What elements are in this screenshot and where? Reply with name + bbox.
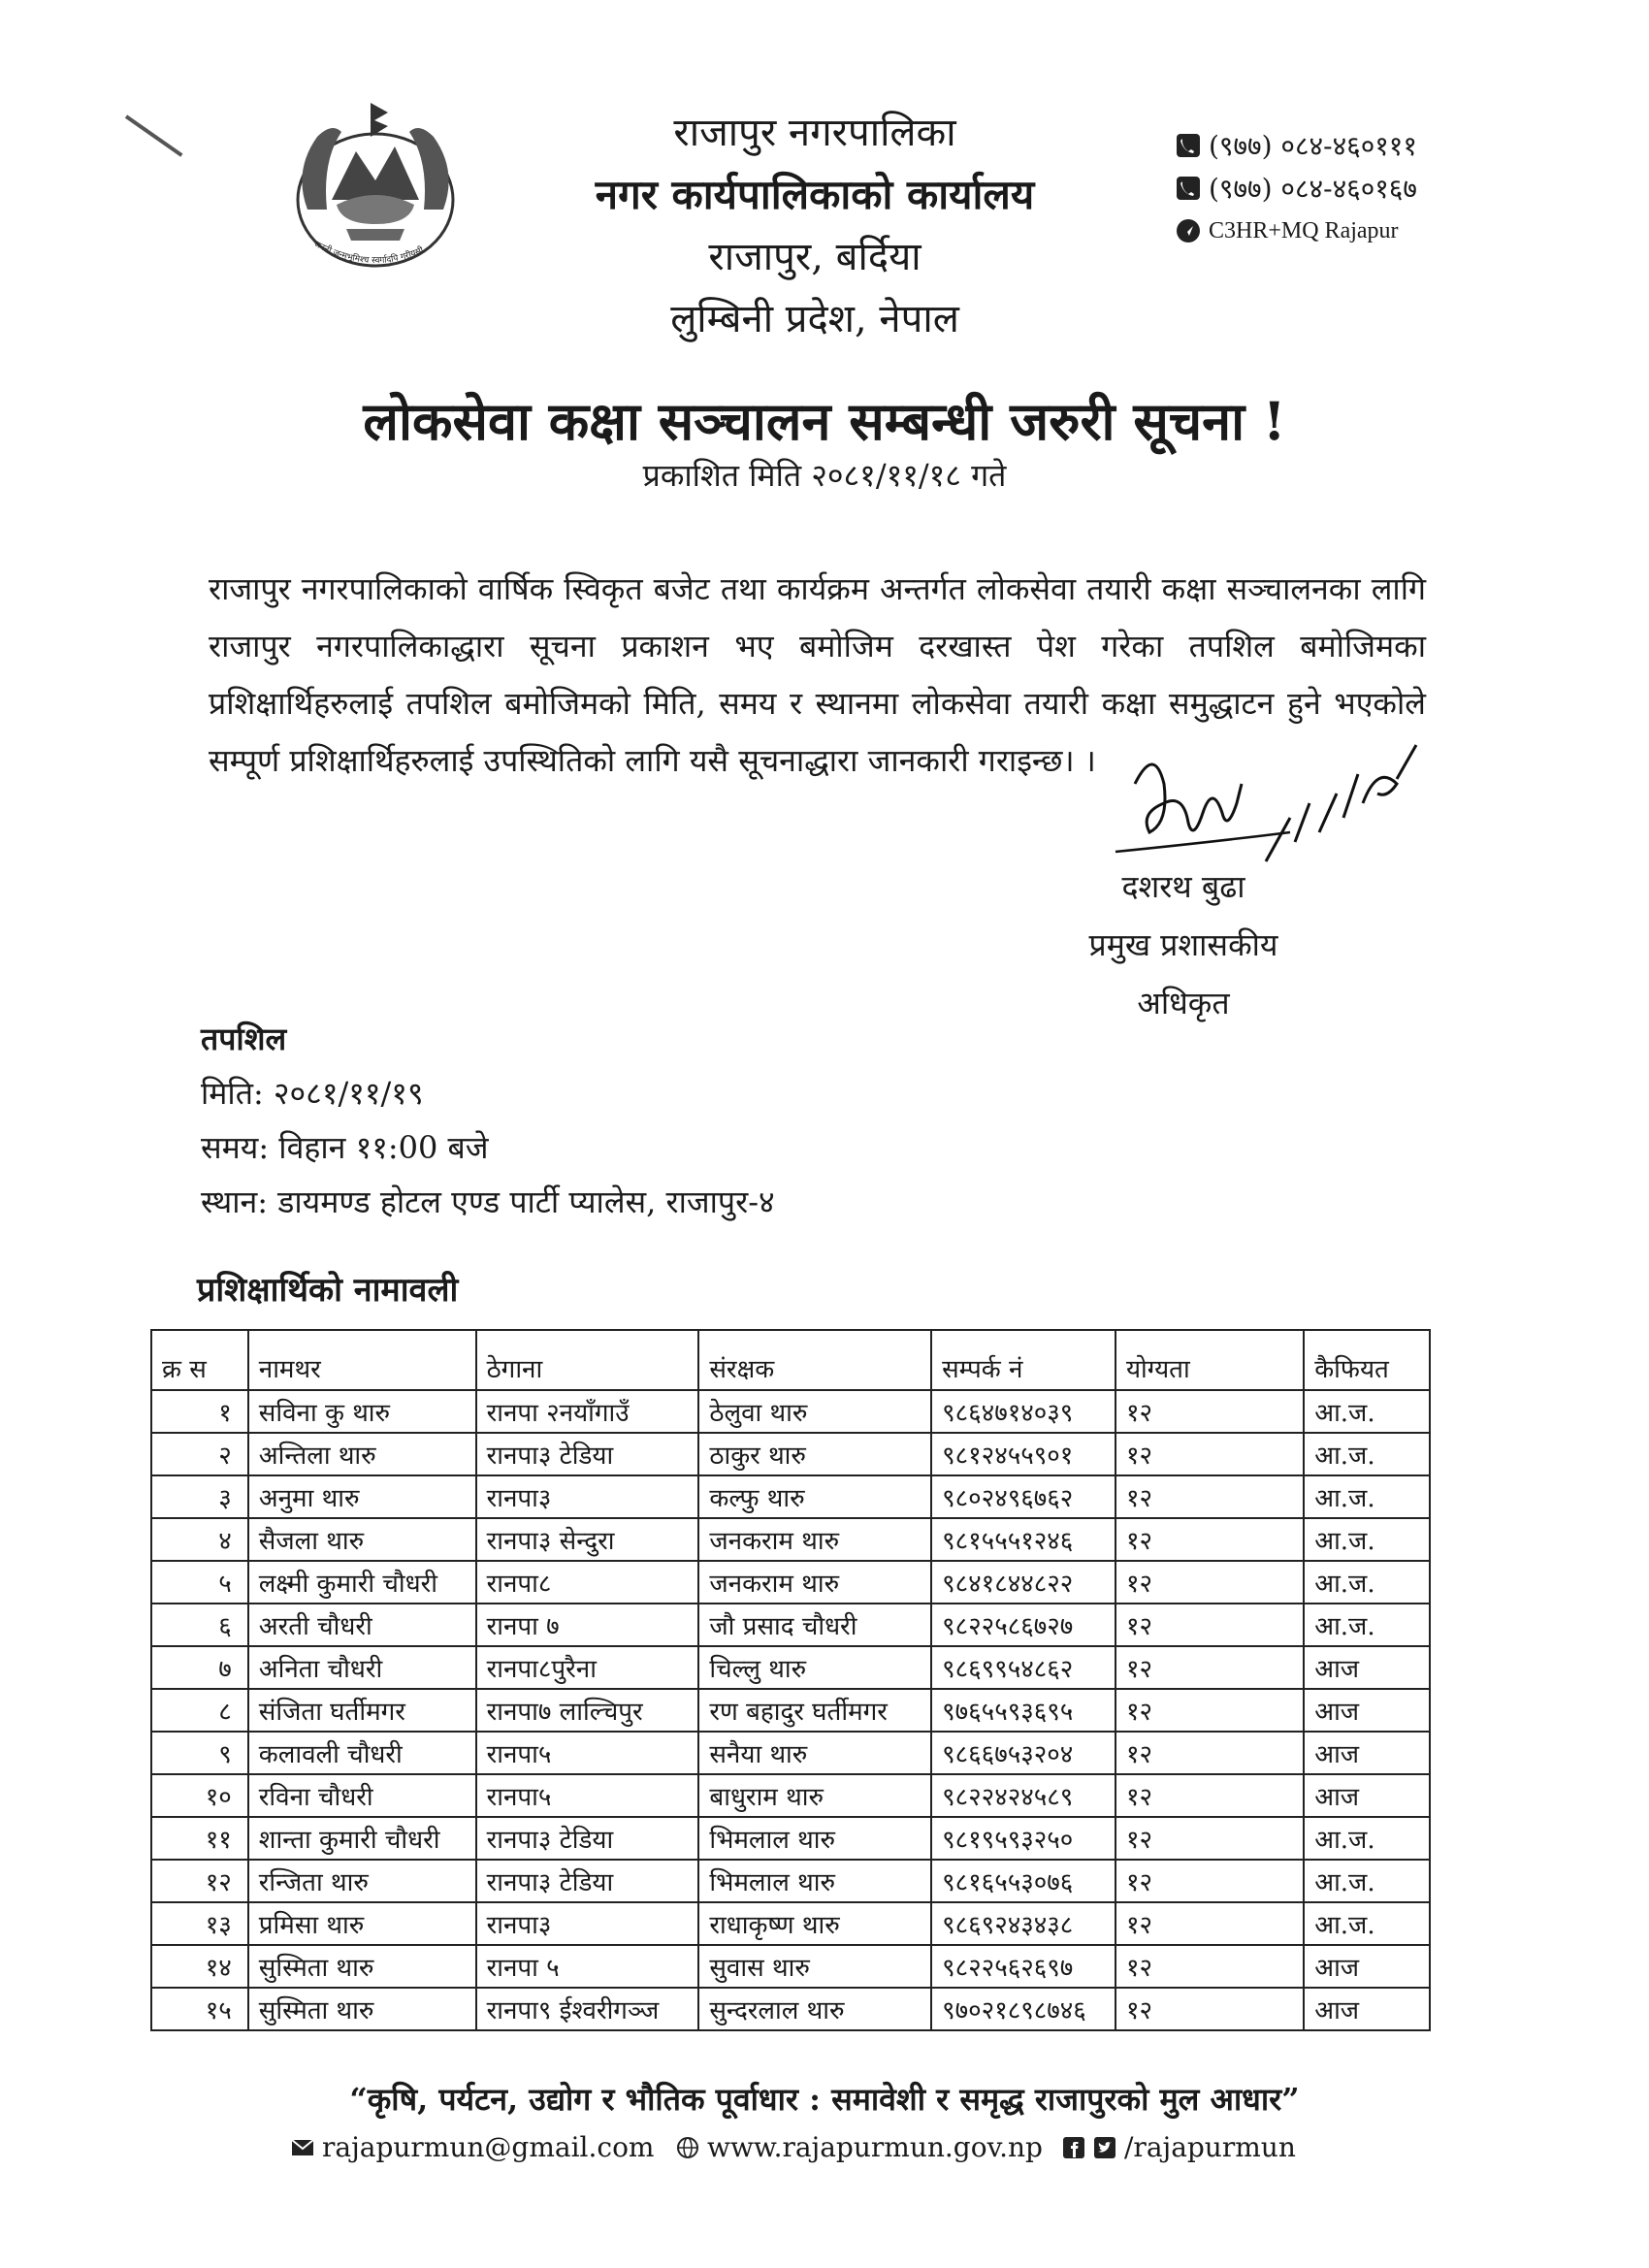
column-header: योग्यता [1116,1330,1304,1390]
remarks-cell: आज [1304,1945,1430,1988]
office-location: राजापुर, बर्दिया [708,235,922,279]
remarks-cell: आज [1304,1988,1430,2030]
guardian-cell: चिल्लु थारु [698,1646,931,1689]
serial-cell: ११ [151,1817,248,1860]
name-cell: प्रमिसा थारु [248,1902,476,1945]
address-cell: रानपा५ [476,1774,699,1817]
facebook-icon [1062,2136,1085,2159]
column-header: ठेगाना [476,1330,699,1390]
address-cell: रानपा३ [476,1475,699,1518]
guardian-cell: सनैया थारु [698,1732,931,1774]
table-row [151,1689,1430,1732]
email-address: rajapurmun@gmail.com [322,2131,655,2163]
roster-body [151,1390,1430,2030]
name-cell: सुस्मिता थारु [248,1988,476,2030]
address-cell: रानपा५ [476,1732,699,1774]
qualification-cell: १२ [1116,1390,1304,1433]
name-cell: अनिता चौधरी [248,1646,476,1689]
contact-cell: ९८६४७१४०३९ [931,1390,1116,1433]
qualification-cell: १२ [1116,1604,1304,1646]
table-header-row [151,1330,1430,1390]
serial-cell: ३ [151,1475,248,1518]
remarks-cell: आ.ज. [1304,1390,1430,1433]
name-cell: रन्जिता थारु [248,1860,476,1902]
contact-cell: ९८६९२४३४३८ [931,1902,1116,1945]
globe-icon [676,2136,699,2159]
table-row [151,1732,1430,1774]
signer-title: प्रमुख प्रशासकीय अधिकृत [1088,926,1278,1021]
contact-block [1176,124,1486,252]
qualification-cell: १२ [1116,1689,1304,1732]
remarks-cell: आ.ज. [1304,1475,1430,1518]
address-cell: रानपा३ सेन्दुरा [476,1518,699,1561]
name-cell: कलावली चौधरी [248,1732,476,1774]
contact-cell: ९८१६५५३०७६ [931,1860,1116,1902]
table-row [151,1902,1430,1945]
guardian-cell: भिमलाल थारु [698,1860,931,1902]
phone-row-1 [1176,124,1486,167]
qualification-cell: १२ [1116,1774,1304,1817]
guardian-cell: ठाकुर थारु [698,1433,931,1475]
table-row [151,1646,1430,1689]
address-cell: रानपा २नयाँगाउँ [476,1390,699,1433]
contact-cell: ९८२२५८६७२७ [931,1604,1116,1646]
guardian-cell: ठेलुवा थारु [698,1390,931,1433]
column-header: कैफियत [1304,1330,1430,1390]
details-time: समय: विहान ११:00 बजे [201,1129,489,1166]
twitter-icon [1093,2136,1116,2159]
serial-cell: १२ [151,1860,248,1902]
table-row [151,1945,1430,1988]
roster-table [150,1329,1431,2031]
name-cell: सविना कु थारु [248,1390,476,1433]
remarks-cell: आ.ज. [1304,1604,1430,1646]
serial-cell: १ [151,1390,248,1433]
address-cell: रानपा३ टेडिया [476,1860,699,1902]
province-name: लुम्बिनी प्रदेश, नेपाल [670,297,959,341]
qualification-cell: १२ [1116,1475,1304,1518]
emblem-logo [264,93,487,287]
column-header: क्र स [151,1330,248,1390]
qualification-cell: १२ [1116,1561,1304,1604]
contact-cell: ९८१९५९३२५० [931,1817,1116,1860]
name-cell: लक्ष्मी कुमारी चौधरी [248,1561,476,1604]
guardian-cell: जौ प्रसाद चौधरी [698,1604,931,1646]
contact-cell: ९८१५५५१२४६ [931,1518,1116,1561]
contact-cell: ९८२२४२४५८९ [931,1774,1116,1817]
location-row [1176,210,1486,252]
qualification-cell: १२ [1116,1945,1304,1988]
plus-code: C3HR+MQ Rajapur [1209,217,1399,243]
location-icon [1176,218,1201,243]
contact-cell: ९८१२४५५९०१ [931,1433,1116,1475]
remarks-cell: आ.ज. [1304,1561,1430,1604]
column-header: नामथर [248,1330,476,1390]
guardian-cell: सुवास थारु [698,1945,931,1988]
contact-cell: ९८२२५६२६९७ [931,1945,1116,1988]
phone-icon [1176,176,1201,201]
qualification-cell: १२ [1116,1732,1304,1774]
qualification-cell: १२ [1116,1646,1304,1689]
name-cell: अन्तिला थारु [248,1433,476,1475]
address-cell: रानपा८ [476,1561,699,1604]
published-date: प्रकाशित मिति २०८१/११/१८ गते [642,457,1007,494]
address-cell: रानपा ५ [476,1945,699,1988]
guardian-cell: कल्फु थारु [698,1475,931,1518]
table-row [151,1561,1430,1604]
notice-body: राजापुर नगरपालिकाको वार्षिक स्विकृत बजेट तथा कार्यक्रम अन्तर्गत लोकसेवा तयारी कक्षा सञ्चालनका लागि राजापुर नगरपालिकाद्धारा सूचना प्रकाशन भए बमोजिम दरखास्त पेश गरेका तपशिल बमोजिमका प्रशिक्षार्थिहरुलाई तपशिल बमोजिमको मिति, समय र स्थानमा लोकसेवा तयारी कक्षा समुद्धाटन हुने भएकोले सम्पूर्ण प्रशिक्षार्थिहरुलाई उपस्थितिको लागि यसै सूचनाद्धारा जानकारी गराइन्छ। । [209,570,1426,779]
contact-cell: ९७०२१८९८७४६ [931,1988,1116,2030]
name-cell: अनुमा थारु [248,1475,476,1518]
table-row [151,1604,1430,1646]
address-cell: रानपा८पुरैना [476,1646,699,1689]
contact-cell: ९८६९९५४८६२ [931,1646,1116,1689]
remarks-cell: आ.ज. [1304,1902,1430,1945]
office-name: नगर कार्यपालिकाको कार्यालय [595,171,1035,218]
phone-row-2 [1176,167,1486,210]
email-icon [291,2136,314,2159]
notice-title: लोकसेवा कक्षा सञ्चालन सम्बन्धी जरुरी सूचना ! [363,390,1286,452]
table-row [151,1817,1430,1860]
name-cell: अरती चौधरी [248,1604,476,1646]
footer-social[interactable] [1062,2131,1296,2163]
social-handle: /rajapurmun [1124,2131,1296,2163]
contact-cell: ९८६६७५३२०४ [931,1732,1116,1774]
qualification-cell: १२ [1116,1817,1304,1860]
remarks-cell: आ.ज. [1304,1817,1430,1860]
remarks-cell: आ.ज. [1304,1860,1430,1902]
serial-cell: १० [151,1774,248,1817]
footer-website[interactable] [676,2131,1043,2163]
qualification-cell: १२ [1116,1433,1304,1475]
table-row [151,1774,1430,1817]
serial-cell: ५ [151,1561,248,1604]
municipality-name: राजापुर नगरपालिका [673,111,956,155]
signer-block [1038,858,1329,1032]
guardian-cell: जनकराम थारु [698,1518,931,1561]
address-cell: रानपा७ लाल्चिपुर [476,1689,699,1732]
table-row [151,1433,1430,1475]
remarks-cell: आज [1304,1732,1430,1774]
roster-title: प्रशिक्षार्थिको नामावली [197,1271,459,1310]
serial-cell: २ [151,1433,248,1475]
name-cell: सैजला थारु [248,1518,476,1561]
column-header: सम्पर्क नं [931,1330,1116,1390]
address-cell: रानपा३ [476,1902,699,1945]
remarks-cell: आ.ज. [1304,1518,1430,1561]
remarks-cell: आ.ज. [1304,1433,1430,1475]
phone-number-2: (९७७) ०८४-४६०१६७ [1209,173,1417,205]
qualification-cell: १२ [1116,1518,1304,1561]
guardian-cell: रण बहादुर घर्तीमगर [698,1689,931,1732]
svg-text:जननी जन्मभूमिश्च स्वर्गादपि गर [312,240,426,266]
qualification-cell: १२ [1116,1902,1304,1945]
qualification-cell: १२ [1116,1860,1304,1902]
serial-cell: १४ [151,1945,248,1988]
table-row [151,1518,1430,1561]
footer-slogan: “कृषि, पर्यटन, उद्योग र भौतिक पूर्वाधार : समावेशी र समृद्ध राजापुरको मुल आधार” [349,2081,1300,2118]
phone-number-1: (९७७) ०८४-४६०१११ [1209,130,1417,162]
details-venue: स्थान: डायमण्ड होटल एण्ड पार्टी प्यालेस, राजापुर-४ [201,1183,775,1220]
website-url: www.rajapurmun.gov.np [707,2131,1043,2163]
address-cell: रानपा३ टेडिया [476,1433,699,1475]
guardian-cell: जनकराम थारु [698,1561,931,1604]
serial-cell: ४ [151,1518,248,1561]
table-row [151,1860,1430,1902]
guardian-cell: राधाकृष्ण थारु [698,1902,931,1945]
guardian-cell: भिमलाल थारु [698,1817,931,1860]
address-cell: रानपा९ ईश्वरीगञ्ज [476,1988,699,2030]
footer-email[interactable] [291,2131,654,2163]
details-date: मिति: २०८१/११/१९ [201,1075,424,1112]
details-heading: तपशिल [201,1021,287,1057]
serial-cell: ६ [151,1604,248,1646]
contact-cell: ९८४१८४४८२२ [931,1561,1116,1604]
table-row [151,1988,1430,2030]
serial-cell: ७ [151,1646,248,1689]
name-cell: संजिता घर्तीमगर [248,1689,476,1732]
guardian-cell: बाधुराम थारु [698,1774,931,1817]
serial-cell: ९ [151,1732,248,1774]
guardian-cell: सुन्दरलाल थारु [698,1988,931,2030]
serial-cell: १५ [151,1988,248,2030]
serial-cell: ८ [151,1689,248,1732]
remarks-cell: आज [1304,1646,1430,1689]
column-header: संरक्षक [698,1330,931,1390]
table-row [151,1475,1430,1518]
contact-cell: ९८०२४९६७६२ [931,1475,1116,1518]
footer-contacts [291,2131,1358,2180]
name-cell: शान्ता कुमारी चौधरी [248,1817,476,1860]
phone-icon [1176,133,1201,158]
address-cell: रानपा ७ [476,1604,699,1646]
remarks-cell: आज [1304,1689,1430,1732]
address-cell: रानपा३ टेडिया [476,1817,699,1860]
contact-cell: ९७६५५९३६९५ [931,1689,1116,1732]
serial-cell: १३ [151,1902,248,1945]
name-cell: रविना चौधरी [248,1774,476,1817]
emblem-motto: जननी जन्मभूमिश्च स्वर्गादपि गरीयसी [311,239,426,267]
qualification-cell: १२ [1116,1988,1304,2030]
pen-mark [125,114,183,156]
table-row [151,1390,1430,1433]
office-header [543,102,1086,350]
remarks-cell: आज [1304,1774,1430,1817]
signer-name: दशरथ बुढा [1121,868,1245,905]
name-cell: सुस्मिता थारु [248,1945,476,1988]
details-block [201,1012,775,1229]
